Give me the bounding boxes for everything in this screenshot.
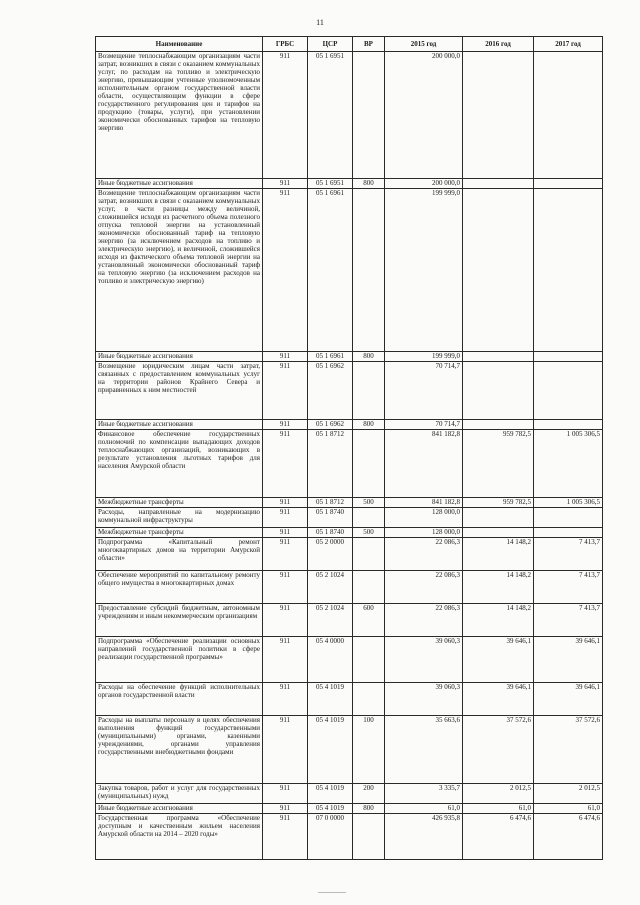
cell-y2017 [534,362,603,420]
cell-y2015: 61,0 [385,804,463,814]
cell-csr: 05 4 0000 [308,637,353,683]
cell-vr [353,637,385,683]
table-row [96,804,603,814]
cell-y2016 [463,362,534,420]
cell-vr [353,52,385,179]
table-row [96,352,603,362]
cell-vr: 800 [353,179,385,189]
cell-y2017 [534,508,603,528]
cell-grbs: 911 [263,784,308,804]
cell-y2015: 426 935,8 [385,814,463,860]
cell-csr: 05 1 8740 [308,508,353,528]
cell-grbs: 911 [263,683,308,716]
cell-name: Иные бюджетные ассигнования [96,352,263,362]
cell-name: Возмещение теплоснабжающим организациям части затрат, возникших в связи с оказанием коммунальных услуг, по расходам на топливо и электрическую энергию, превышающим учтенные уполномоченным исполнительным органом государственной власти области, осуществляющим функции в сфере государственного регулирования цен и тарифов на продукцию (товары, услуги), при установлении экономически обоснованных тарифов на тепловую энергию [96,52,263,179]
cell-name: Расходы, направленные на модернизацию коммунальной инфраструктуры [96,508,263,528]
cell-y2017 [534,52,603,179]
cell-y2015: 3 335,7 [385,784,463,804]
cell-y2016 [463,508,534,528]
cell-y2016 [463,52,534,179]
header-vr: ВР [353,37,385,52]
cell-y2017: 2 012,5 [534,784,603,804]
cell-csr: 05 1 8740 [308,528,353,538]
cell-y2015: 128 000,0 [385,508,463,528]
cell-csr: 05 1 6962 [308,362,353,420]
cell-y2015: 39 060,3 [385,637,463,683]
cell-y2015: 35 663,6 [385,716,463,784]
cell-csr: 07 0 0000 [308,814,353,860]
cell-y2017: 7 413,7 [534,571,603,604]
cell-name: Расходы на обеспечение функций исполнительных органов государственной власти [96,683,263,716]
cell-vr: 100 [353,716,385,784]
cell-csr: 05 1 6961 [308,189,353,352]
cell-y2015: 200 000,0 [385,52,463,179]
header-2016: 2016 год [463,37,534,52]
cell-name: Расходы на выплаты персоналу в целях обеспечения выполнения функций государственными (муниципальными) органами, казенными учреждениями, органами управления государственными внебюджетными фондами [96,716,263,784]
table-row [96,538,603,571]
cell-grbs: 911 [263,498,308,508]
cell-vr: 800 [353,804,385,814]
cell-name: Иные бюджетные ассигнования [96,420,263,430]
cell-vr [353,538,385,571]
cell-name: Обеспечение мероприятий по капитальному ремонту общего имущества в многоквартирных домах [96,571,263,604]
cell-y2015: 22 086,3 [385,538,463,571]
table-row [96,571,603,604]
cell-y2017 [534,420,603,430]
cell-vr [353,683,385,716]
cell-y2017: 1 005 306,5 [534,498,603,508]
cell-vr [353,362,385,420]
cell-grbs: 911 [263,430,308,498]
table-row [96,430,603,498]
cell-y2015: 39 060,3 [385,683,463,716]
cell-y2017 [534,179,603,189]
table-row [96,528,603,538]
header-csr: ЦСР [308,37,353,52]
cell-y2017: 39 646,1 [534,637,603,683]
cell-vr: 600 [353,604,385,637]
cell-csr: 05 2 1024 [308,571,353,604]
cell-name: Государственная программа «Обеспечение доступным и качественным жильем населения Амурской области на 2014 – 2020 годы» [96,814,263,860]
header-name: Наименование [96,37,263,52]
cell-y2015: 22 086,3 [385,571,463,604]
cell-csr: 05 4 1019 [308,804,353,814]
cell-name: Возмещение юридическим лицам части затрат, связанных с предоставлением коммунальных услуг на территории районов Крайнего Севера и приравненных к ним местностей [96,362,263,420]
cell-vr: 200 [353,784,385,804]
cell-name: Подпрограмма «Капитальный ремонт многоквартирных домов на территории Амурской области» [96,538,263,571]
table-row [96,52,603,179]
table-row [96,683,603,716]
cell-y2016: 39 646,1 [463,683,534,716]
cell-grbs: 911 [263,52,308,179]
cell-csr: 05 1 8712 [308,430,353,498]
cell-vr [353,508,385,528]
cell-y2015: 70 714,7 [385,362,463,420]
cell-y2016 [463,179,534,189]
cell-y2016: 2 012,5 [463,784,534,804]
cell-csr: 05 1 6961 [308,352,353,362]
cell-y2016 [463,352,534,362]
cell-csr: 05 1 6951 [308,179,353,189]
cell-name: Возмещение теплоснабжающим организациям части затрат, возникших в связи с оказанием коммунальных услуг, в части разницы между величиной, сложившейся исходя из расчетного объема полезного отпуска тепловой энергии на установленный экономически обоснованный тариф на тепловую энергию (за исключением расходов на топливо и электрическую энергию), и величиной, сложившейся исходя из фактического объема тепловой энергии на установленный экономически обоснованный тариф на тепловую энергию (за исключением расходов на топливо и электрическую энергию) [96,189,263,352]
cell-name: Межбюджетные трансферты [96,528,263,538]
header-2015: 2015 год [385,37,463,52]
cell-y2016: 14 148,2 [463,571,534,604]
cell-name: Иные бюджетные ассигнования [96,179,263,189]
cell-y2016: 959 782,5 [463,498,534,508]
cell-name: Иные бюджетные ассигнования [96,804,263,814]
cell-grbs: 911 [263,716,308,784]
cell-csr: 05 4 1019 [308,683,353,716]
cell-name: Закупка товаров, работ и услуг для государственных (муниципальных) нужд [96,784,263,804]
cell-y2017: 6 474,6 [534,814,603,860]
cell-y2017: 61,0 [534,804,603,814]
cell-vr [353,189,385,352]
cell-grbs: 911 [263,362,308,420]
cell-y2017: 39 646,1 [534,683,603,716]
cell-csr: 05 2 0000 [308,538,353,571]
cell-vr: 500 [353,528,385,538]
cell-y2016: 39 646,1 [463,637,534,683]
table-row [96,508,603,528]
header-2017: 2017 год [534,37,603,52]
cell-y2017 [534,528,603,538]
cell-y2016 [463,528,534,538]
cell-vr: 800 [353,420,385,430]
table-row [96,420,603,430]
cell-name: Предоставление субсидий бюджетным, автономным учреждениям и иным некоммерческим организациям [96,604,263,637]
table-row [96,814,603,860]
cell-grbs: 911 [263,538,308,571]
cell-y2017 [534,352,603,362]
cell-y2017 [534,189,603,352]
cell-csr: 05 1 6962 [308,420,353,430]
cell-grbs: 911 [263,189,308,352]
cell-y2016: 14 148,2 [463,604,534,637]
page-number: 11 [316,18,324,27]
cell-csr: 05 4 1019 [308,784,353,804]
cell-vr: 500 [353,498,385,508]
cell-y2015: 22 086,3 [385,604,463,637]
cell-y2015: 841 182,8 [385,498,463,508]
cell-csr: 05 1 6951 [308,52,353,179]
header-grbs: ГРБС [263,37,308,52]
table-row [96,189,603,352]
cell-y2016: 61,0 [463,804,534,814]
cell-y2017: 7 413,7 [534,604,603,637]
table-row [96,784,603,804]
cell-y2015: 128 000,0 [385,528,463,538]
cell-y2017: 7 413,7 [534,538,603,571]
cell-grbs: 911 [263,420,308,430]
cell-y2015: 70 714,7 [385,420,463,430]
cell-grbs: 911 [263,814,308,860]
cell-y2017: 1 005 306,5 [534,430,603,498]
header-row [96,37,603,52]
cell-vr [353,430,385,498]
cell-grbs: 911 [263,804,308,814]
table-row [96,362,603,420]
cell-grbs: 911 [263,508,308,528]
cell-y2017: 37 572,6 [534,716,603,784]
cell-y2015: 841 182,8 [385,430,463,498]
cell-y2016 [463,189,534,352]
cell-vr [353,571,385,604]
cell-y2015: 199 999,0 [385,352,463,362]
cell-name: Межбюджетные трансферты [96,498,263,508]
table-row [96,604,603,637]
cell-vr [353,814,385,860]
table-row [96,637,603,683]
footer-mark [318,892,346,893]
cell-y2016: 6 474,6 [463,814,534,860]
cell-name: Финансовое обеспечение государственных полномочий по компенсации выпадающих доходов теплоснабжающих организаций, возникающих в результате установления льготных тарифов для населения Амурской области [96,430,263,498]
cell-y2016: 37 572,6 [463,716,534,784]
cell-vr: 800 [353,352,385,362]
table-row [96,179,603,189]
cell-csr: 05 4 1019 [308,716,353,784]
cell-y2016: 14 148,2 [463,538,534,571]
cell-grbs: 911 [263,571,308,604]
table-row [96,716,603,784]
table-row [96,498,603,508]
cell-csr: 05 1 8712 [308,498,353,508]
cell-grbs: 911 [263,528,308,538]
cell-name: Подпрограмма «Обеспечение реализации основных направлений государственной политики в сфере реализации государственной программы» [96,637,263,683]
cell-y2016: 959 782,5 [463,430,534,498]
cell-y2016 [463,420,534,430]
cell-y2015: 200 000,0 [385,179,463,189]
cell-grbs: 911 [263,352,308,362]
cell-grbs: 911 [263,179,308,189]
budget-table [95,36,603,860]
cell-y2015: 199 999,0 [385,189,463,352]
cell-csr: 05 2 1024 [308,604,353,637]
cell-grbs: 911 [263,604,308,637]
cell-grbs: 911 [263,637,308,683]
